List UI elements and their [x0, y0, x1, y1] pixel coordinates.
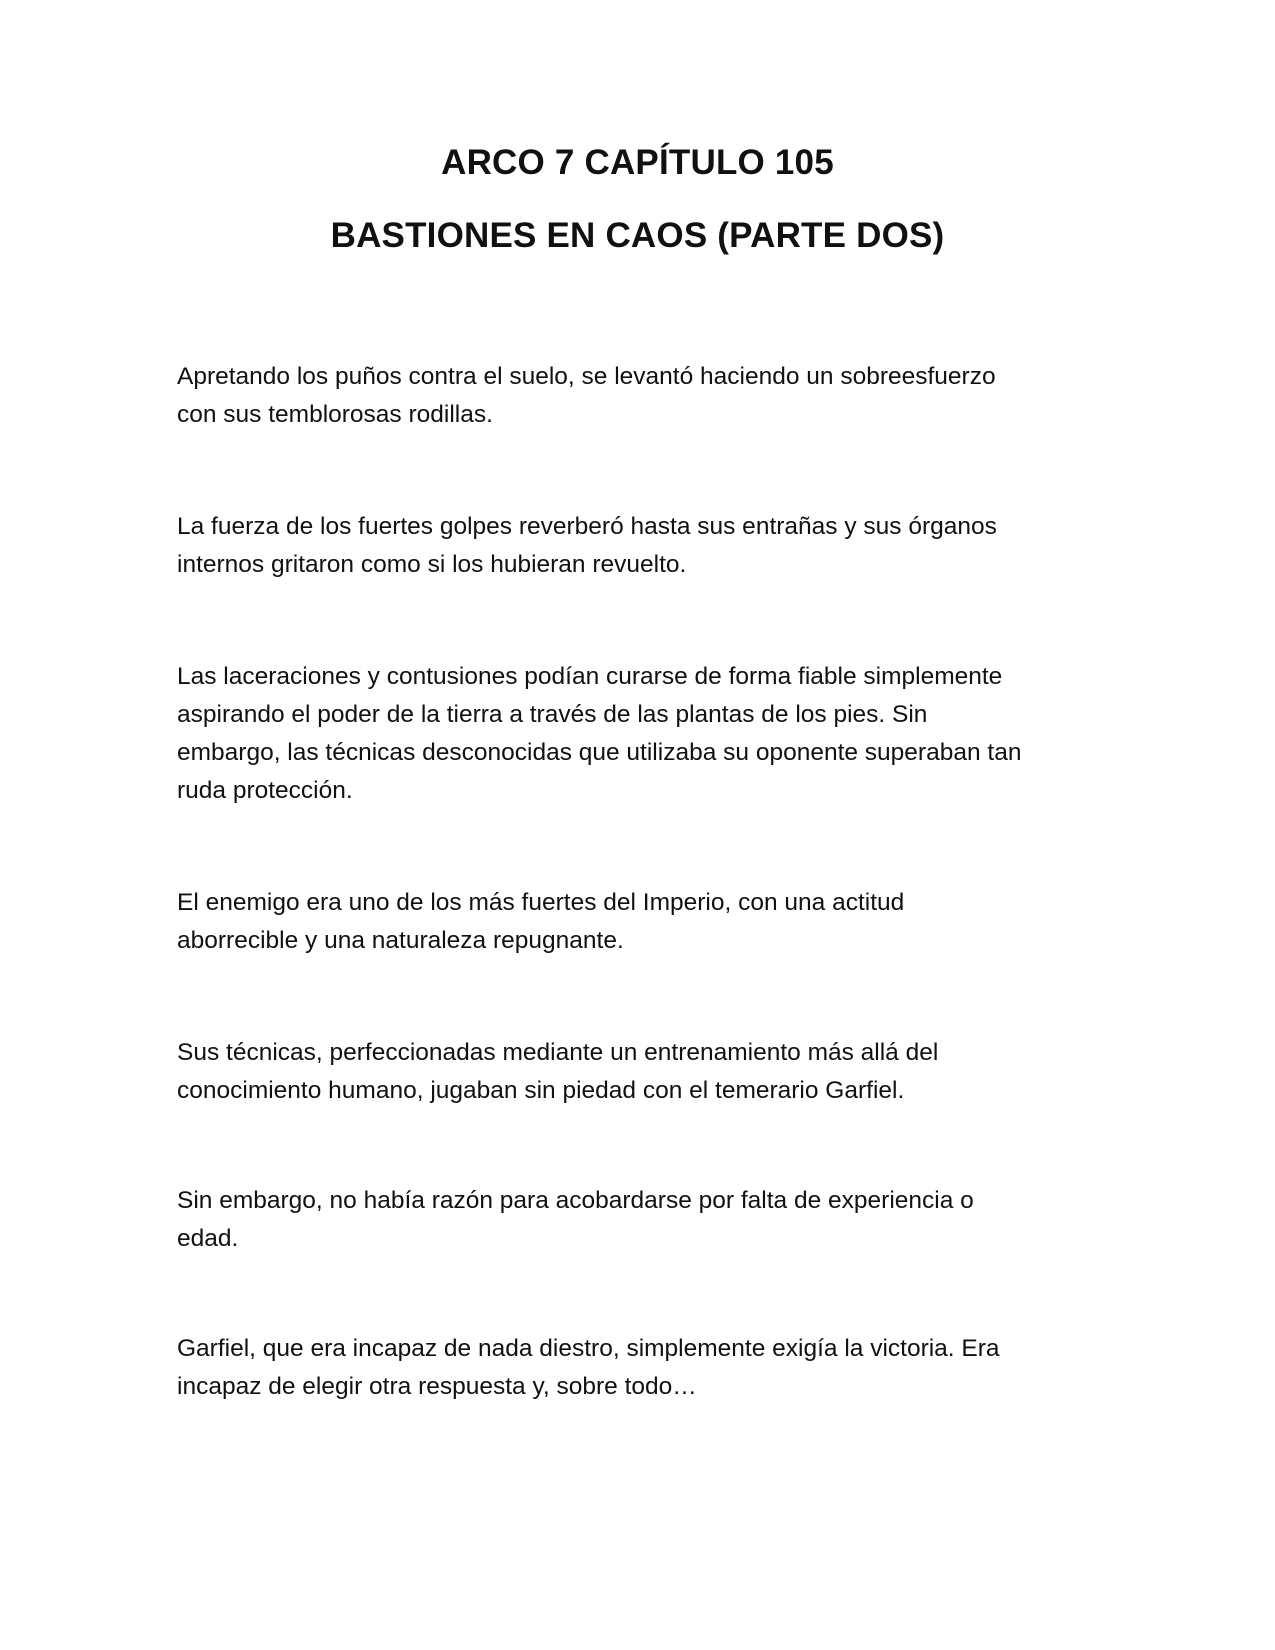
paragraph-3: Las laceraciones y contusiones podían curarse de forma fiable simplemente aspirando el poder de la tierra a través de las plantas de los pies. Sin embargo, las técnicas desconocidas que utilizaba su oponente superaban tan ruda protección. [177, 663, 1022, 804]
chapter-heading [0, 143, 1275, 256]
chapter-title: ARCO 7 CAPÍTULO 105 [441, 143, 834, 182]
paragraph-4: El enemigo era uno de los más fuertes del Imperio, con una actitud aborrecible y una naturaleza repugnante. [177, 889, 905, 954]
paragraph-2: La fuerza de los fuertes golpes reverberó hasta sus entrañas y sus órganos internos gritaron como si los hubieran revuelto. [177, 513, 997, 578]
chapter-subtitle: BASTIONES EN CAOS (PARTE DOS) [330, 216, 945, 255]
paragraph-6: Sin embargo, no había razón para acobardarse por falta de experiencia o edad. [177, 1187, 974, 1252]
paragraph-1: Apretando los puños contra el suelo, se levantó haciendo un sobreesfuerzo con sus temblorosas rodillas. [177, 363, 996, 428]
paragraph-7: Garfiel, que era incapaz de nada diestro, simplemente exigía la victoria. Era incapaz de elegir otra respuesta y, sobre todo… [177, 1335, 1000, 1400]
paragraph-5: Sus técnicas, perfeccionadas mediante un entrenamiento más allá del conocimiento humano, jugaban sin piedad con el temerario Garfiel. [177, 1039, 939, 1104]
